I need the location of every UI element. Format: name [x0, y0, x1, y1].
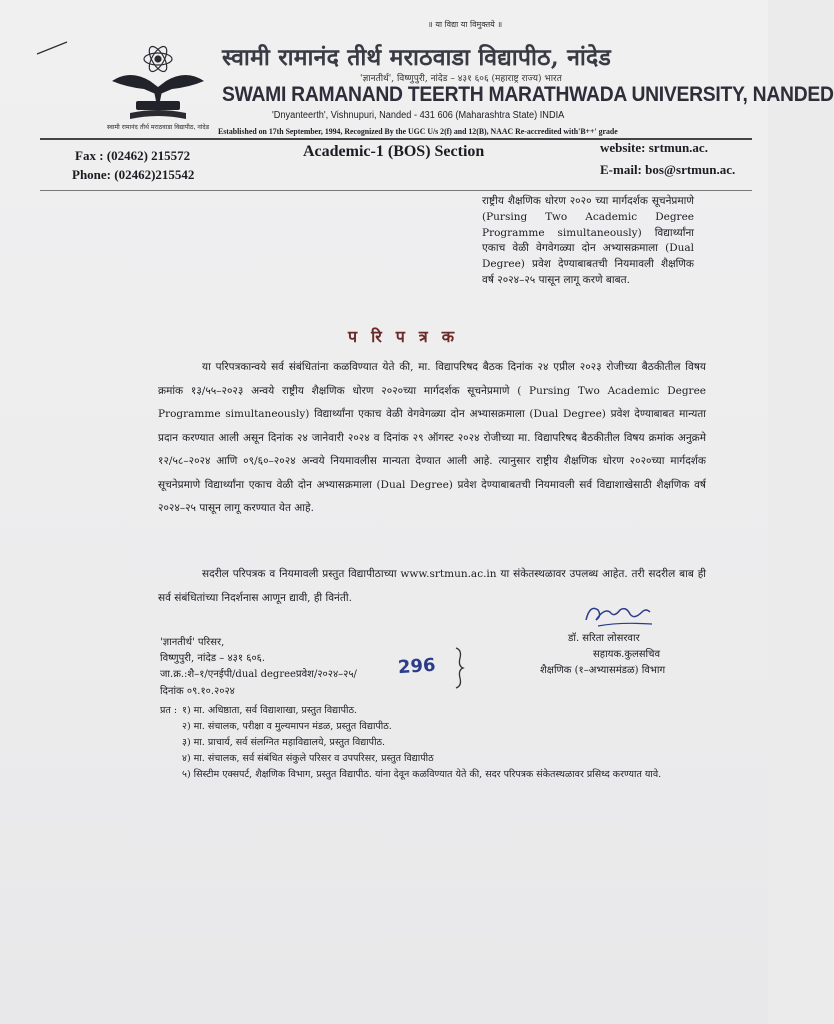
copy-recipient: १) मा. अधिष्ठाता, सर्व विद्याशाखा, प्रस्तुत विद्यापीठ.: [182, 705, 358, 716]
body-paragraph-1: या परिपत्रकान्वये सर्व संबंधितांना कळविण्यात येते की, मा. विद्यापरिषद बैठक दिनांक २४ एप्रील २०२३ रोजीच्या बैठकीतील विषय क्रमांक १३/५५–२०२३ अन्वये राष्ट्रीय शैक्षणिक धोरण २०२०च्या मार्गदर्शक सूचनेप्रमाणे ( Pursing Two Academic Degree Programme simultaneously) विद्यार्थ्यांना एकाच वेळी वेगवेगळ्या दोन अभ्यासक्रमाला (Dual Degree) प्रवेश देण्याबाबत मान्यता प्रदान करण्यात आली असून दिनांक २४ जानेवारी २०२४ व दिनांक २९ ऑगस्ट २०२४ रोजीच्या मा. विद्यापरिषद बैठकीतील विषय क्रमांक अनुक्रमे १२/५८–२०२४ आणि ०९/६०–२०२४ अन्वये नियमावलीस मान्यता देण्यात आली आहे. त्यानुसार राष्ट्रीय शैक्षणिक धोरण २०२०च्या मार्गदर्शक सूचनेप्रमाणे विद्यार्थ्यांना एकाच वेळी दोन अभ्यासक्रमाला (Dual Degree) प्रवेश देण्याबाबतची नियमावली सर्व विद्याशाखेसाठी शैक्षणिक वर्ष २०२४–२५ पासून लागू करण्यात येत आहे.: [158, 361, 706, 514]
place-line-1: 'ज्ञानतीर्थ' परिसर,: [160, 637, 225, 648]
website-line: website: srtmun.ac.: [600, 140, 708, 155]
university-address-marathi: 'ज्ञानतीर्थ', विष्णुपुरी, नांदेड – ४३१ ६०६ (महाराष्ट्र राज्य) भारत: [360, 74, 562, 84]
signatory-department: शैक्षणिक (१–अभ्यासमंडळ) विभाग: [540, 665, 666, 676]
svg-text:स्वामी रामानंद तीर्थ मराठवाडा: स्वामी रामानंद तीर्थ मराठवाडा विद्यापीठ, नांदेड: [106, 124, 210, 131]
establishment-line: Established on 17th September, 1994, Recognized By the UGC U/s 2(f) and 12(B), NAAC Re-accredited with'B++' grade: [218, 126, 618, 136]
header-divider-lower: [40, 190, 752, 191]
phone-number: Phone: (02462)215542: [72, 167, 195, 182]
signatory-role: सहायक.कुलसचिव: [593, 649, 661, 660]
university-title-marathi: स्वामी रामानंद तीर्थ मराठवाडा विद्यापीठ, नांदेड: [222, 44, 611, 71]
copy-recipient: २) मा. संचालक, परीक्षा व मुल्यमापन मंडळ, प्रस्तुत विद्यापीठ.: [182, 721, 392, 732]
logo-caption: [107, 123, 210, 131]
place-line-2: विष्णुपुरी, नांदेड – ४३१ ६०६.: [160, 653, 266, 664]
reference-number: जा.क्र.:शै–१/एनईपी/dual degreeप्रवेश/२०२४–२५/: [160, 669, 357, 680]
reference-handwritten-number: 296: [397, 654, 437, 679]
university-title-english: SWAMI RAMANAND TEERTH MARATHWADA UNIVERSITY, NANDED: [222, 83, 834, 106]
letter-date: दिनांक ०९.१०.२०२४: [160, 686, 235, 697]
copy-to-label: प्रत :: [160, 705, 178, 716]
copy-recipient: ३) मा. प्राचार्य, सर्व संलग्नित महाविद्यालये, प्रस्तुत विद्यापीठ.: [182, 737, 386, 748]
pen-mark-icon: [35, 38, 69, 58]
copy-recipient: ४) मा. संचालक, सर्व संबंधित संकुले परिसर व उपपरिसर, प्रस्तुत विद्यापीठ: [182, 753, 434, 764]
university-motto: ॥ या विद्या या विमुक्तये ॥: [428, 20, 503, 29]
body-paragraph-2: सदरील परिपत्रक व नियमावली प्रस्तुत विद्यापीठाच्या www.srtmun.ac.in या संकेतस्थळावर उपलब्ध आहेत. तरी सदरील बाब ही सर्व संबंधितांच्या निदर्शनास आणून द्यावी, ही विनंती.: [158, 568, 706, 604]
section-name: Academic-1 (BOS) Section: [303, 143, 485, 160]
signatory-name: डॉ. सरिता लोसरवार: [568, 633, 640, 644]
fax-number: Fax : (02462) 215572: [75, 148, 191, 163]
circular-heading: परिपत्रक: [348, 327, 468, 346]
curly-brace-icon: [452, 646, 466, 690]
copy-recipient: ५) सिस्टीम एक्सपर्ट, शैक्षणिक विभाग, प्रस्तुत विद्यापीठ. यांना देवून कळविण्यात येते की, सदर परिपत्रक संकेतस्थळावर प्रसिध्द करण्यात यावे.: [182, 769, 662, 780]
university-address-english: 'Dnyanteerth', Vishnupuri, Nanded - 431 606 (Maharashtra State) INDIA: [272, 110, 565, 121]
subject-block: राष्ट्रीय शैक्षणिक धोरण २०२० च्या मार्गदर्शक सूचनेप्रमाणे (Pursing Two Academic Degree Programme simultaneously) विद्यार्थ्यांना एकाच वेळी वेगवेगळ्या दोन अभ्यासक्रमाला (Dual Degree) प्रवेश देण्याबाबतची नियमावली शैक्षणिक वर्ष २०२४–२५ पासून लागू करणे बाबत.: [482, 195, 694, 286]
university-emblem-icon: [106, 35, 210, 141]
email-line: E-mail: bos@srtmun.ac.: [600, 162, 736, 177]
signature-icon: [580, 598, 660, 632]
